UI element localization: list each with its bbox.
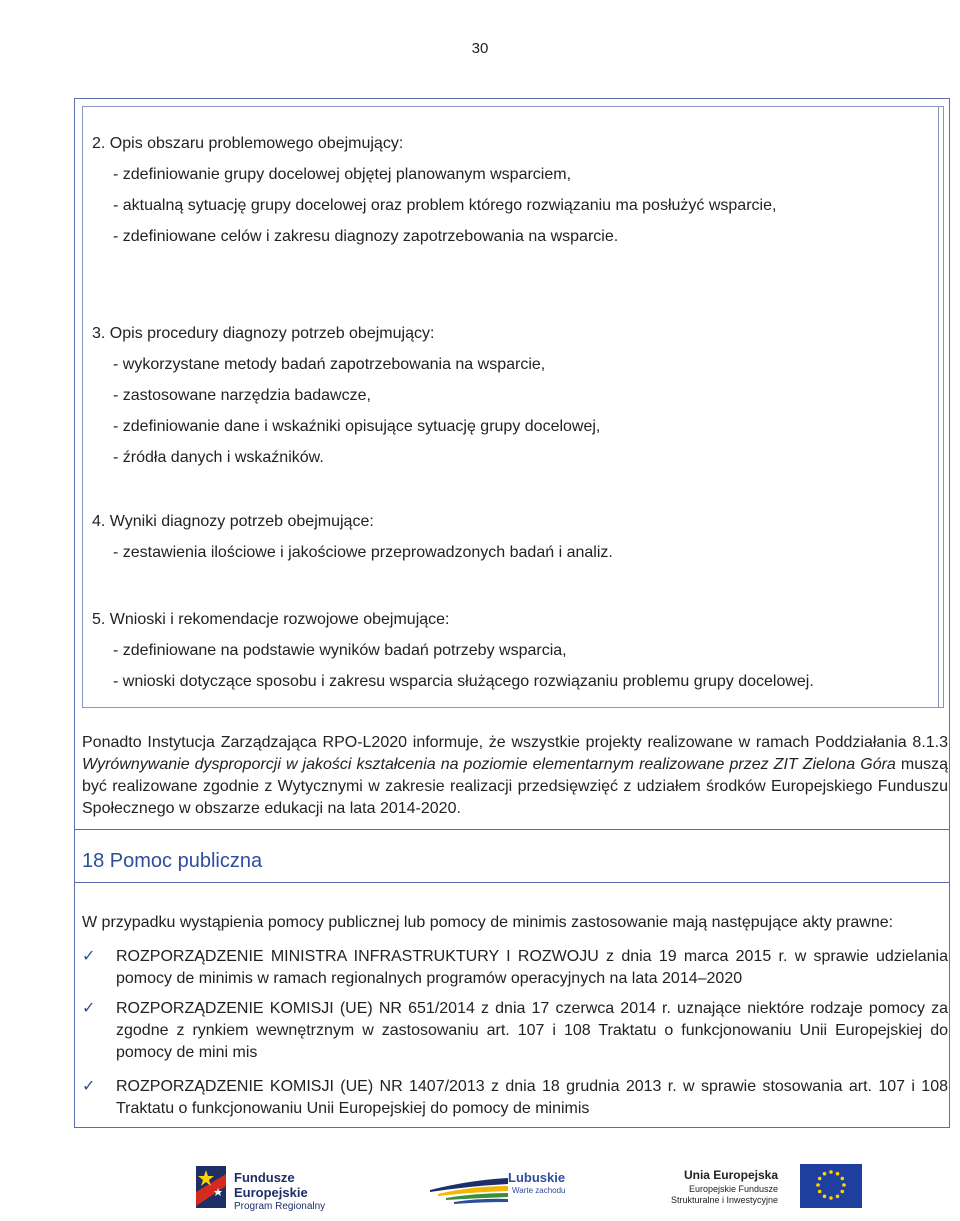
- list-item: - zdefiniowanie grupy docelowej objętej planowanym wsparciem,: [113, 166, 572, 183]
- section-5: [92, 604, 814, 697]
- lubuskie-tagline: Warte zachodu: [512, 1186, 566, 1195]
- list-item: - zdefiniowanie dane i wskaźniki opisujące sytuację grupy docelowej,: [113, 418, 601, 435]
- paragraph-italic-title: Wyrównywanie dysproporcji w jakości kształcenia na poziomie elementarnym realizowane przez ZIT Zielona Góra: [82, 756, 896, 773]
- section-5-heading: 5. Wnioski i rekomendacje rozwojowe obejmujące:: [92, 611, 450, 628]
- lubuskie-logo: [430, 1168, 590, 1208]
- section-3-heading: 3. Opis procedury diagnozy potrzeb obejmujący:: [92, 325, 435, 342]
- list-item: - zdefiniowane celów i zakresu diagnozy zapotrzebowania na wsparcie.: [113, 228, 619, 245]
- section-2-heading: 2. Opis obszaru problemowego obejmujący:: [92, 135, 404, 152]
- list-item: - zdefiniowane na podstawie wyników badań potrzeby wsparcia,: [113, 642, 567, 659]
- fe-line-1: Fundusze: [234, 1170, 295, 1185]
- lubuskie-wing-icon: [430, 1168, 510, 1208]
- list-item: - wnioski dotyczące sposobu i zakresu wsparcia służącego rozwiązaniu problemu grupy docelowej.: [113, 673, 814, 690]
- section-18-header: [74, 829, 950, 883]
- list-item: - wykorzystane metody badań zapotrzebowania na wsparcie,: [113, 356, 546, 373]
- list-item: - zastosowane narzędzia badawcze,: [113, 387, 371, 404]
- regulation-item: [82, 1076, 948, 1120]
- fe-line-3: Program Regionalny: [234, 1201, 326, 1212]
- footer-logos: [0, 1158, 960, 1218]
- public-aid-intro: W przypadku wystąpienia pomocy publicznej lub pomocy de minimis zastosowanie mają następujące akty prawne:: [82, 914, 894, 931]
- checkmark-icon: ✓: [82, 1078, 96, 1095]
- eu-line-3: Strukturalne i Inwestycyjne: [670, 1195, 778, 1205]
- regulation-item: [82, 998, 948, 1064]
- regulation-text: ROZPORZĄDZENIE KOMISJI (UE) NR 651/2014 z dnia 17 czerwca 2014 r. uznające niektóre rodzaje pomocy za zgodne z rynkiem wewnętrznym w zastosowaniu art. 107 i 108 Traktatu o funkcjonowaniu Unii Europejskiej do pomocy de mini mis: [116, 1000, 948, 1061]
- checkmark-icon: ✓: [82, 1000, 96, 1017]
- box-rail: [938, 107, 939, 707]
- eu-flag-icon: [800, 1164, 862, 1208]
- info-paragraph: [82, 732, 948, 820]
- page-number: 30: [471, 40, 489, 57]
- section-18-title: 18 Pomoc publiczna: [82, 850, 263, 872]
- list-item: - zestawienia ilościowe i jakościowe przeprowadzonych badań i analiz.: [113, 544, 613, 561]
- regulation-text: ROZPORZĄDZENIE MINISTRA INFRASTRUKTURY I ROZWOJU z dnia 19 marca 2015 r. w sprawie udzielania pomocy de minimis w ramach regionalnych programów operacyjnych na lata 2014–2020: [116, 948, 948, 987]
- list-item: - aktualną sytuację grupy docelowej oraz problem którego rozwiązaniu ma posłużyć wsparcie,: [113, 197, 777, 214]
- eu-line-2: Europejskie Fundusze: [688, 1184, 778, 1194]
- fe-line-2: Europejskie: [234, 1185, 308, 1200]
- paragraph-text: Ponadto Instytucja Zarządzająca RPO-L2020 informuje, że wszystkie projekty realizowane w ramach Poddziałania 8.1.3: [82, 734, 948, 751]
- paragraph-text: muszą być realizowane zgodnie z Wytycznymi w zakresie realizacji przedsięwzięć z udziałem środków Europejskiego Funduszu Społecznego w obszarze edukacji na lata 2014-2020.: [82, 756, 949, 817]
- section-4: [92, 506, 613, 568]
- checkmark-icon: ✓: [82, 948, 96, 965]
- section-4-heading: 4. Wyniki diagnozy potrzeb obejmujące:: [92, 513, 374, 530]
- fe-flag-icon: [196, 1166, 226, 1208]
- list-item: - źródła danych i wskaźników.: [113, 449, 324, 466]
- eu-line-1: Unia Europejska: [683, 1168, 778, 1182]
- regulation-item: [82, 946, 948, 990]
- lubuskie-name: Lubuskie: [508, 1170, 566, 1185]
- section-3: [92, 318, 600, 473]
- section-2: [92, 128, 776, 252]
- regulation-text: ROZPORZĄDZENIE KOMISJI (UE) NR 1407/2013 z dnia 18 grudnia 2013 r. w sprawie stosowania art. 107 i 108 Traktatu o funkcjonowaniu Unii Europejskiej do pomocy de minimis: [116, 1078, 948, 1117]
